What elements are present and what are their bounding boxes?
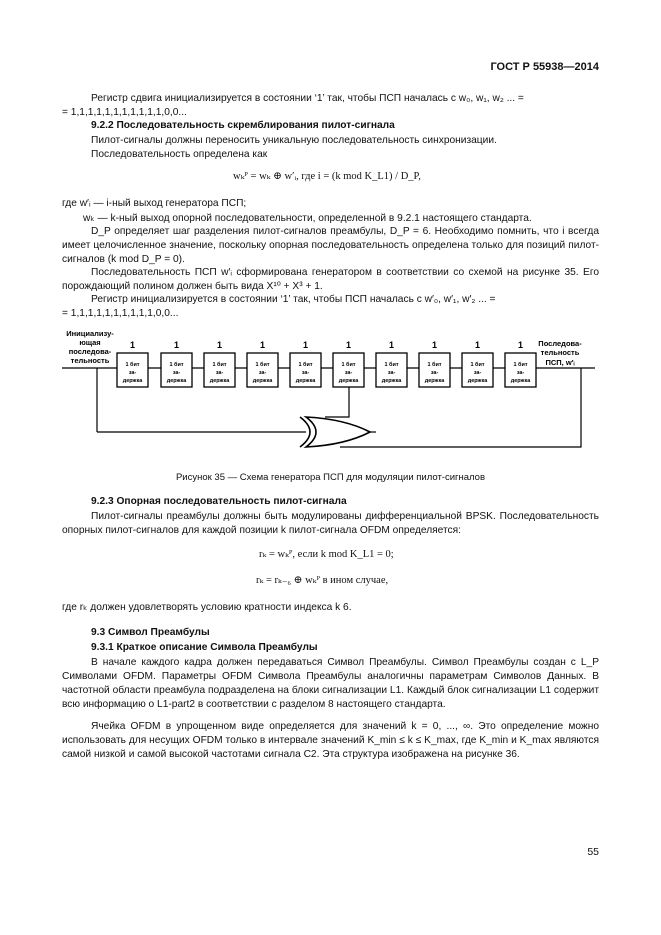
reference-pilot-paragraph: Пилот-сигналы преамбулы должны быть модулированы дифференциальной BPSK. Последовательность опорных пилот-сигналов для каждой позиции k пилот-сигнала OFDM определяется: xyxy=(62,511,599,536)
init-label-line-3: последова- xyxy=(68,347,112,356)
delay-cells xyxy=(117,340,536,387)
delay-cell xyxy=(247,340,278,387)
section-heading-9-2-2: 9.2.2 Последовательность скремблирования пилот-сигнала xyxy=(91,120,395,131)
delay-cell-label: за- xyxy=(128,370,137,376)
init-value-label: 1 xyxy=(259,340,266,350)
register-init-2-text: Регистр инициализируется в состоянии ‘1’ так, чтобы ПСП началась с w′₀, w′₁, w′₂ ... = xyxy=(91,294,496,305)
psp-generator-paragraph: Последовательность ПСП w′ᵢ сформирована генератором в соответствии со схемой на рисунке 35. Его порождающий полином должен быть вида X¹⁰ + X³ + 1. xyxy=(62,267,599,292)
multiplicity-condition: где rₖ должен удовлетворять условию кратности индекса k 6. xyxy=(62,602,352,613)
tap-x3-wire xyxy=(325,387,349,417)
delay-cell-label: 1 бит xyxy=(298,362,313,368)
delay-cell-label: 1 бит xyxy=(341,362,356,368)
register-init-2-sequence: = 1,1,1,1,1,1,1,1,1,1,0,0... xyxy=(62,308,179,319)
section-heading-9-3: 9.3 Символ Преамбулы xyxy=(91,627,210,638)
delay-cell-label: за- xyxy=(215,370,224,376)
preamble-paragraph: В начале каждого кадра должен передаваться Символ Преамбулы. Символ Преамбулы создан с L_P Символами OFDM. Параметры OFDM Символа Преамбулы аналогичны параметрам Символов Данных. В частотной области преамбула подразделена на блоки сигнализации L1. Каждый блок сигнализации L1 содержит всю информацию о L1-part2 в соответствии с разделом 8 настоящего стандарта. xyxy=(62,657,599,710)
where-w-k: wₖ — k-ный выход опорной последовательности, определенной в 9.2.1 настоящего стандарта. xyxy=(83,213,532,224)
document-id: ГОСТ Р 55938—2014 xyxy=(490,61,599,73)
delay-cell xyxy=(117,340,148,387)
delay-cell-label: держка xyxy=(381,378,402,384)
delay-cell-label: за- xyxy=(258,370,267,376)
output-label-line-1: Последова- xyxy=(538,339,582,348)
init-value-label: 1 xyxy=(474,340,481,350)
delay-cell xyxy=(204,340,235,387)
init-label-line-1: Инициализу- xyxy=(66,329,114,338)
init-value-label: 1 xyxy=(345,340,352,350)
init-value-label: 1 xyxy=(431,340,438,350)
delay-cell xyxy=(290,340,321,387)
delay-cell-label: держка xyxy=(424,378,445,384)
init-value-label: 1 xyxy=(173,340,180,350)
pilot-sync-paragraph: Пилот-сигналы должны переносить уникальную последовательность синхронизации. xyxy=(91,135,497,146)
delay-cell-label: держка xyxy=(510,378,531,384)
init-value-label: 1 xyxy=(388,340,395,350)
figure-caption: Рисунок 35 — Схема генератора ПСП для модуляции пилот-сигналов xyxy=(175,472,486,483)
delay-cell-label: 1 бит xyxy=(212,362,227,368)
init-sequence-label xyxy=(66,329,114,365)
delay-cell-label: 1 бит xyxy=(427,362,442,368)
where-w-prime: где w′ᵢ — i-ный выход генератора ПСП; xyxy=(62,198,247,209)
init-value-label: 1 xyxy=(517,340,524,350)
dp-paragraph: D_P определяет шаг разделения пилот-сигналов преамбулы, D_P = 6. Необходимо помнить, что i всегда имеет целочисленное значение, поскольку опорная последовательность определена только для позиций пилот-сигналов (k mod D_P = 0). xyxy=(62,226,599,265)
delay-cell-label: держка xyxy=(467,378,488,384)
section-heading-9-3-1: 9.3.1 Краткое описание Символа Преамбулы xyxy=(91,642,318,653)
delay-cell-label: за- xyxy=(172,370,181,376)
delay-cell-label: за- xyxy=(387,370,396,376)
delay-cell-label: держка xyxy=(209,378,230,384)
delay-cell-label: за- xyxy=(473,370,482,376)
init-label-line-2: ющая xyxy=(79,338,101,347)
ofdm-cell-paragraph: Ячейка OFDM в упрощенном виде определяется для значений k = 0, ..., ∞. Это определение можно использовать для несущих OFDM только в интервале значений K_min ≤ k ≤ K_max, где K_min и K_max являются самой низкой и самой высокой частотами сигнала C2. Эта структура изображена на рисунке 36. xyxy=(62,721,599,760)
delay-cell-label: за- xyxy=(430,370,439,376)
output-label-line-2: тельность xyxy=(540,348,580,357)
reference-formula-2: rₖ = rₖ₋₆ ⊕ wₖᴾ в ином случае, xyxy=(256,575,389,586)
page-number: 55 xyxy=(587,846,599,858)
delay-cell-label: 1 бит xyxy=(384,362,399,368)
register-init-2-paragraph xyxy=(62,293,599,321)
delay-cell-label: держка xyxy=(295,378,316,384)
delay-cell-label: держка xyxy=(122,378,143,384)
delay-cell-label: за- xyxy=(516,370,525,376)
delay-cell-label: 1 бит xyxy=(125,362,140,368)
delay-cell xyxy=(333,340,364,387)
register-init-paragraph xyxy=(62,92,599,120)
reference-formula-1: rₖ = wₖᴾ, если k mod K_L1 = 0; xyxy=(259,549,394,560)
delay-cell xyxy=(419,340,450,387)
delay-cell xyxy=(462,340,493,387)
sequence-defined-paragraph: Последовательность определена как xyxy=(91,149,268,160)
delay-cell xyxy=(161,340,192,387)
register-init-text: Регистр сдвига инициализируется в состоянии ‘1’ так, чтобы ПСП началась с w₀, w₁, w₂ ... = xyxy=(91,93,524,104)
delay-cell-label: за- xyxy=(301,370,310,376)
register-init-sequence: = 1,1,1,1,1,1,1,1,1,1,1,0,0... xyxy=(62,107,187,118)
section-heading-9-2-3: 9.2.3 Опорная последовательность пилот-сигнала xyxy=(91,496,347,507)
output-label-line-3: ПСП, w′ᵢ xyxy=(545,358,575,367)
init-value-label: 1 xyxy=(302,340,309,350)
psp-generator-diagram xyxy=(0,325,661,465)
delay-cell xyxy=(505,340,536,387)
scrambling-formula: wₖᴾ = wₖ ⊕ w′ᵢ, где i = (k mod K_L1) / D_P, xyxy=(233,171,421,182)
xor-gate-icon xyxy=(306,417,370,447)
init-value-label: 1 xyxy=(129,340,136,350)
delay-cell-label: 1 бит xyxy=(255,362,270,368)
delay-cell-label: 1 бит xyxy=(513,362,528,368)
delay-cell-label: 1 бит xyxy=(169,362,184,368)
delay-cell-label: 1 бит xyxy=(470,362,485,368)
init-value-label: 1 xyxy=(216,340,223,350)
delay-cell-label: держка xyxy=(252,378,273,384)
delay-cell-label: держка xyxy=(338,378,359,384)
delay-cell-label: держка xyxy=(166,378,187,384)
delay-cell xyxy=(376,340,407,387)
output-sequence-label xyxy=(538,339,582,367)
delay-cell-label: за- xyxy=(344,370,353,376)
init-label-line-4: тельность xyxy=(70,356,110,365)
